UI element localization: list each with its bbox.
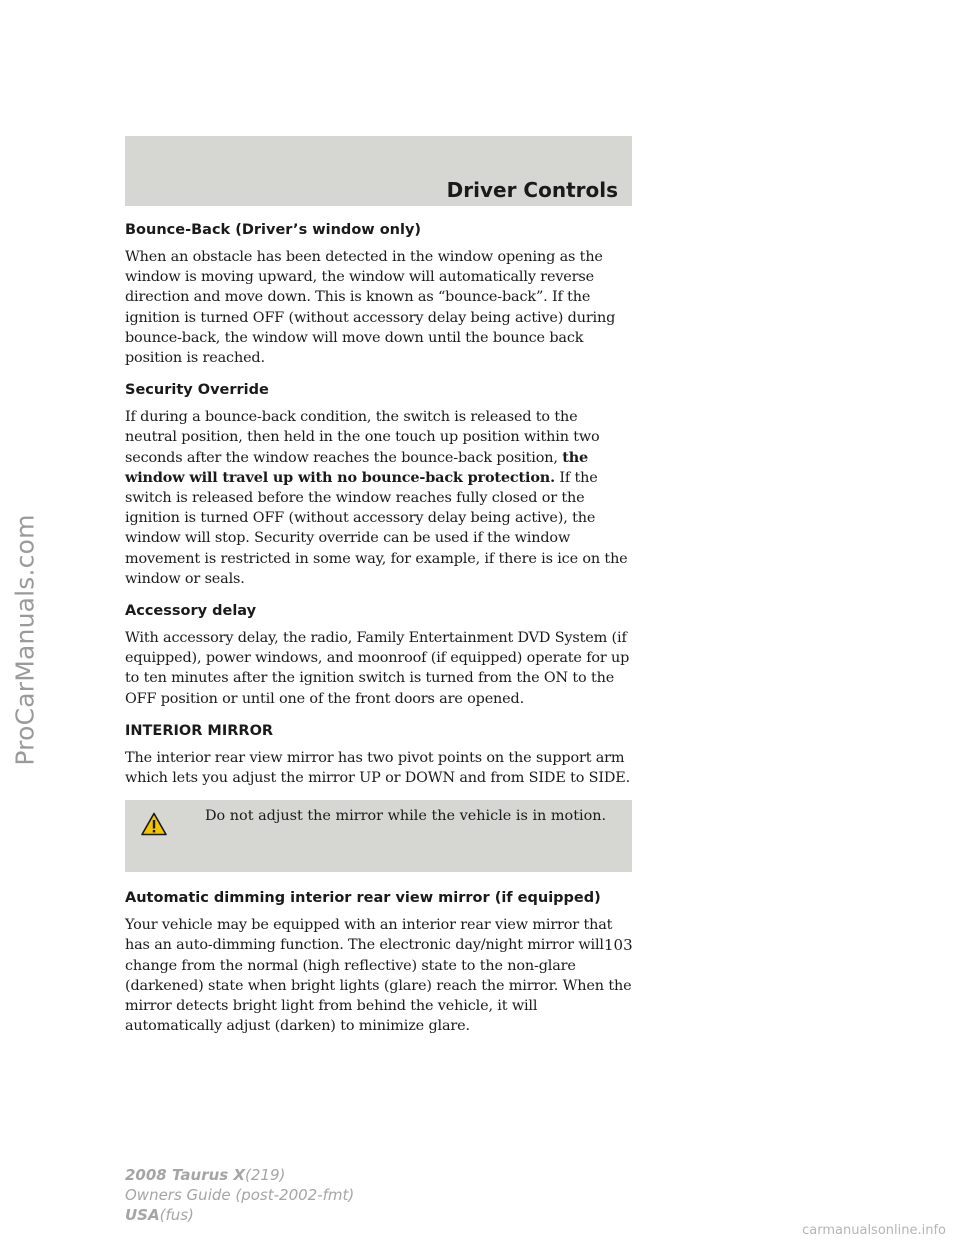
caution-text: Do not adjust the mirror while the vehicle is in motion.: [205, 808, 607, 825]
page-content: [125, 220, 632, 1048]
paragraph-auto-dimming-mirror: Your vehicle may be equipped with an interior rear view mirror that has an auto-dimming function. The electronic day/night mirror will change from the normal (high reflective) state to the non-glare (darkened) state when bright lights (glare) reach the mirror. When the mirror detects bright light from behind the vehicle, it will automatically adjust (darken) to minimize glare.: [125, 917, 632, 1035]
footer-line-2: Owners Guide (post-2002-fmt): [125, 1186, 355, 1204]
page-number: 103: [604, 936, 633, 954]
caution-box: [125, 800, 632, 872]
footer-region: USA: [125, 1206, 160, 1224]
paragraph-security-override-start: If during a bounce-back condition, the switch is released to the neutral position, then held in the one touch up position within two seconds after the window reaches the bounce-back position,: [125, 409, 600, 466]
paragraph-interior-mirror: The interior rear view mirror has two pivot points on the support arm which lets you adjust the mirror UP or DOWN and from SIDE to SIDE.: [125, 749, 631, 787]
footer-region-code: (fus): [159, 1206, 194, 1224]
footer-model: 2008 Taurus X: [125, 1166, 246, 1184]
heading-accessory-delay: Accessory delay: [125, 603, 257, 620]
paragraph-security-override: [125, 407, 632, 589]
footer-line-3: [125, 1205, 354, 1225]
heading-security-override: Security Override: [125, 382, 269, 399]
document-footer: [125, 1165, 354, 1225]
footer-model-code: (219): [245, 1166, 286, 1184]
heading-bounce-back: Bounce-Back (Driver’s window only): [125, 222, 422, 238]
heading-auto-dimming-mirror: Automatic dimming interior rear view mirror (if equipped): [125, 890, 601, 907]
heading-interior-mirror: INTERIOR MIRROR: [125, 722, 274, 739]
section-title: Driver Controls: [446, 178, 618, 202]
side-watermark: [8, 514, 42, 766]
section-header-band: [125, 136, 632, 206]
bottom-watermark: carmanualsonline.info: [802, 1223, 946, 1238]
warning-triangle-icon: [141, 812, 167, 836]
paragraph-accessory-delay: With accessory delay, the radio, Family Entertainment DVD System (if equipped), power windows, and moonroof (if equipped) operate for up to ten minutes after the ignition switch is turned from the ON to the OFF position or until one of the front doors are opened.: [125, 630, 630, 707]
side-watermark-text: ProCarManuals.com: [10, 514, 40, 766]
paragraph-security-override-bold: the window will travel up with no bounce-back protection.: [125, 448, 589, 486]
footer-line-1: [125, 1165, 354, 1185]
paragraph-bounce-back: When an obstacle has been detected in the window opening as the window is moving upward, the window will automatically reverse direction and move down. This is known as “bounce-back”. If the ignition is turned OFF (without accessory delay being active) during bounce-back, the window will move down until the bounce back position is reached.: [125, 249, 616, 367]
paragraph-security-override-end: If the switch is released before the window reaches fully closed or the ignition is turned OFF (without accessory delay being active), the window will stop. Security override can be used if the window movement is restricted in some way, for example, if there is ice on the window or seals.: [125, 469, 628, 587]
